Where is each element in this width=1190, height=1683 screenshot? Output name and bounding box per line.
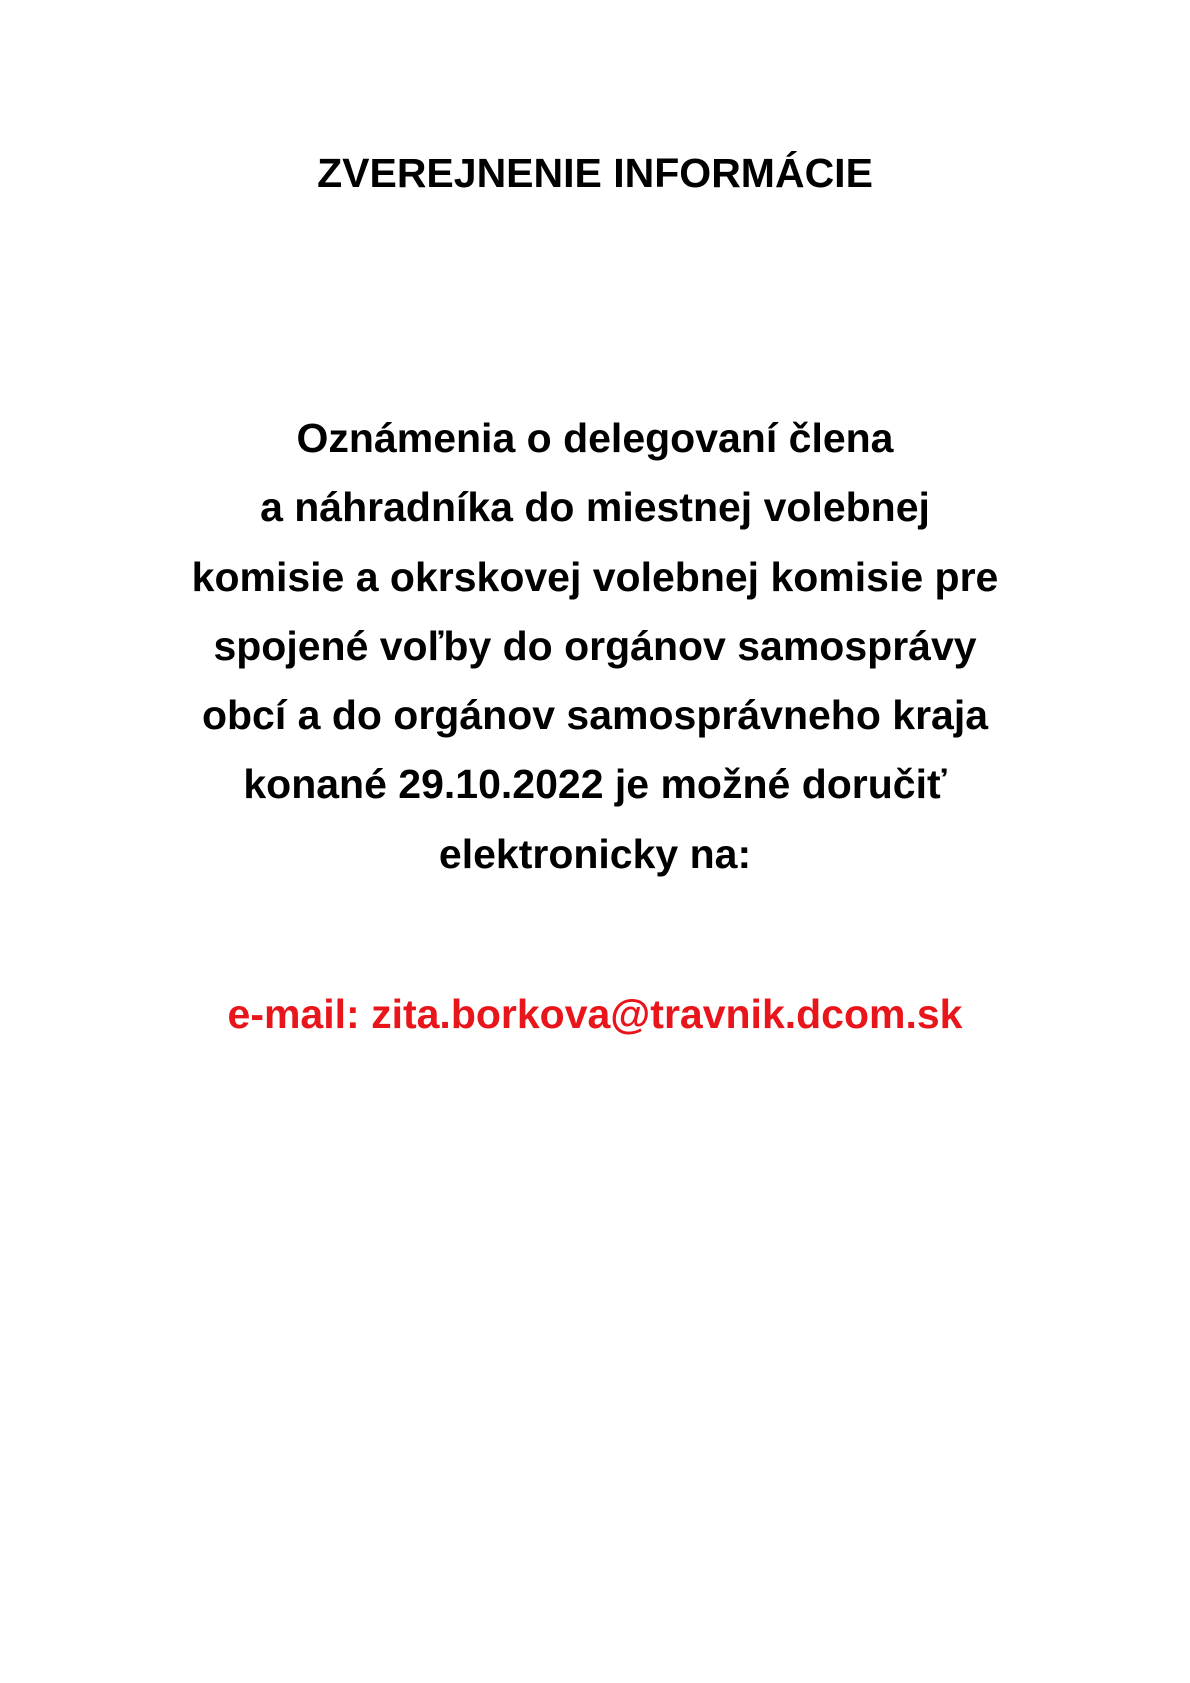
announcement-line: Oznámenia o delegovaní člena [296, 415, 894, 461]
email-label: e-mail: [227, 991, 360, 1037]
email-address-link[interactable]: zita.borkova@travnik.dcom.sk [371, 991, 963, 1037]
announcement-text [0, 404, 1190, 889]
email-contact [0, 989, 1190, 1039]
announcement-line: komisie a okrskovej volebnej komisie pre [191, 553, 999, 600]
announcement-line: spojené voľby do orgánov samosprávy [213, 622, 977, 669]
announcement-line: a náhradníka do miestnej volebnej [260, 484, 930, 531]
announcement-line: obcí a do orgánov samosprávneho kraja [201, 692, 989, 739]
announcement-line: konané 29.10.2022 je možné doručiť [243, 761, 947, 808]
announcement-line: elektronicky na: [438, 830, 752, 877]
document-title: ZVEREJNENIE INFORMÁCIE [317, 150, 873, 196]
